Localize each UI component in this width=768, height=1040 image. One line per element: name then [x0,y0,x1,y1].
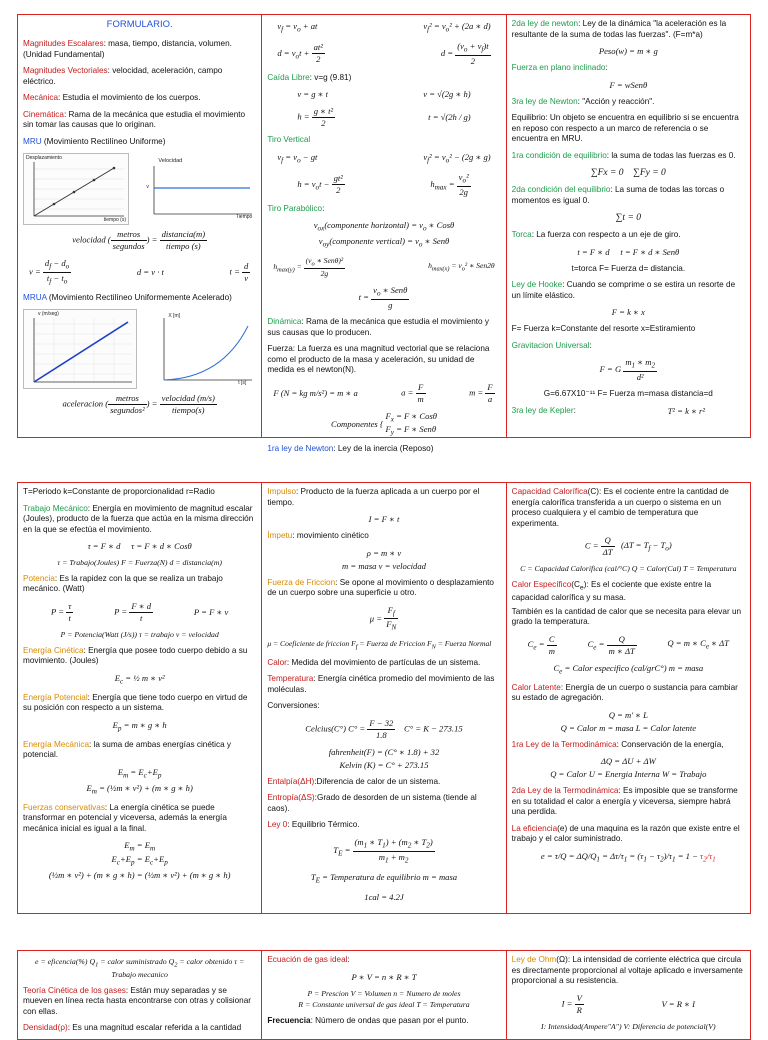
def-frecuencia: Frecuencia: Número de ondas que pasan por el punto. [267,1016,469,1026]
def-newton3: 3ra ley de Newton: "Acción y reacción". [511,96,655,106]
formula-termo1-vars: Q = Calor U = Energia Interna W = Trabajo [550,769,707,780]
def-mecanica: Mecánica: Estudia el movimiento de los cuerpos. [23,93,201,103]
formula-capacidad: C = $\frac{Q}{\Delta T}$ $(\Delta T = T_f - T_o)$ [584,535,672,557]
formula-row-3: v = g ∗ t v = √(2g ∗ h) [297,89,471,100]
page-1 [17,14,751,454]
def-impulso: Impulso: Producto de la fuerza aplicada a un cuerpo por el tiempo. [267,487,480,507]
def-friccion: Fuerza de Friccion: Se opone al movimiento o desplazamiento de un cuerpo sobre una superficie u otro. [267,577,494,597]
formula-voy: $v_{oy}(componente$ vertical) = $v_o$ ∗ Senθ [318,235,450,249]
def-tiro-parabolico: Tiro Parabólico: [267,203,325,213]
formula-latente-vars: Q = Calor m = masa L = Calor latente [560,722,697,733]
formula-calor-especifico: $C_e$ = $\frac{C}{m}$ $C_e$ = $\frac{Q}{m ∗ \Delta T}$ Q = m ∗ $C_e$ ∗ ΔT [527,633,729,656]
page-title: FORMULARIO. [106,19,173,30]
formula-impetu-vars: m = masa v = velocidad [342,560,426,571]
def-vectoriales: Magnitudes Vectoriales: velocidad, aceleración, campo eléctrico. [23,66,223,86]
page-2 [17,482,751,914]
def-densidad: Densidad(ρ): Es una magnitud escalar referida a la cantidad [23,1023,242,1033]
def-eficiencia: La eficiencia(e) de una maquina es la razón que existe entre el trabajo y el calor suministrado. [511,823,740,844]
page2-col2 [262,483,506,913]
page-3 [17,950,751,1040]
formula-latente: Q = m' ∗ L [608,709,648,720]
def-termo1: 1ra Ley de la Termodinámica: Conservación de la energía, [511,739,724,749]
formula-em: $E_m = E_c+E_p$ [117,766,162,780]
def-energia-mecanica: Energía Mecánica: la suma de ambas energías cinética y potencial. [23,739,231,760]
formula-row-1: $v_f = v_o$ + at $v_f^2 = v_o^2 + (2a$ ∗ d) [277,21,491,34]
formula-capacidad-vars: C = Capacidad Calorífica (cal/°C) Q = Calor(Cal) T = Temperatura [520,564,737,573]
def-calor-especifico: Calor $Específico(C_e)$: Es el cociente que existe entre la capacidad calorífica y su masa. [511,579,712,603]
formula-termo1: ΔQ = ΔU + ΔW [600,756,656,767]
formula-cal: 1cal = 4.2J [364,891,404,902]
def-caida-libre: Caída Libre: v=g (9.81) [267,72,352,82]
formula-plano: F = wSenθ [609,79,648,90]
formula-impulso: I = F ∗ t [368,514,400,524]
mru-position-plot [24,154,128,224]
page3-col2 [262,951,506,1039]
formula-mru-set: v = $\frac{d_f - d_o}{t_f - t_o}$ d = v · t t = $\frac{d}{v}$ [29,258,249,286]
formula-trabajo: τ = F ∗ d τ = F ∗ d ∗ Cosθ [87,541,192,551]
formula-celcius: Celcius(C°) C° = $\frac{F - 32}{1.8}$ C° = K − 273.15 [305,717,463,740]
def-trabajo: Trabajo Mecánico: Energía en movimiento de magnitud escalar (Joules), producto de la fuerza que actúa en la misma dirección en la que se efectúa el movimiento. [23,503,254,534]
formula-em-expand: $E_m$ = (½m ∗ v²) + (m ∗ g ∗ h) [86,782,193,796]
def-dinamica: Dinámica: Rama de la mecánica que estudia el movimiento y sus causas que lo producen. [267,317,489,337]
formula-ec: $E_c$ = ½ m ∗ v² [114,672,165,686]
formula-fahrenheit: fahrenheit(F) = (C° ∗ 1.8) + 32 [328,746,440,757]
formula-ce-vars: $C_e$ = Calor especifico (cal/grC°) m = masa [553,662,704,676]
formula-em-equal: $E_m = E_m$ [124,840,156,853]
mrua-position-plot [152,310,256,388]
conversiones-label: Conversiones: [267,701,320,711]
def-cinematica: Cinemática: Rama de la mecánica que estudia el movimiento sin tomar las causas que lo originan. [23,109,246,130]
def-equilibrio: Equilibrio: Un objeto se encuentra en equilibrio si se encuentra en reposo con respecto a un marco de referencia o se encuentra en MRU. [511,113,739,143]
def-hooke: Ley de Hooke: Cuando se comprime o se estira un resorte de un límite elástico. [511,280,736,300]
formula-kelvin: Kelvin (K) = C° + 273.15 [339,759,429,770]
formula-gas-vars2: R = Constante universal de gas ideal T = Temperatura [298,1000,470,1010]
formula-te-vars: $T_E$ = Temperatura de equilibrio m = masa [310,871,458,885]
formula-impetu: ρ = m ∗ v [366,547,402,558]
def-gravitacion: Gravitacion Universal: [511,340,592,350]
formula-aceleracion: aceleracion ( metros segundos² ) = velocidad (m/s) tiempo(s) [62,393,215,416]
def-ley-ohm: Ley de Ohm(Ω): La intensidad de corriente eléctrica que circula es directamente proporcional al voltaje aplicado e inversamente proporcional a su resistencia. [511,955,743,985]
formula-conservativa: (½m ∗ v²) + (m ∗ g ∗ h) = (½m ∗ v²) + (m ∗ g ∗ h) [48,869,231,880]
mrua-velocity-graph: v (m/seg) [23,309,137,389]
formula-row-7: $h_{max(y)}$ = ($v_o$ ∗ Senθ)² 2g $h_{max(x)} = v_o^2$ ∗ Sen2θ [273,255,495,279]
formula-t: t = $v_o$ ∗ Senθ g [358,285,408,311]
formula-ohm: I = $\frac{V}{R}$ V = R ∗ I [561,992,695,1015]
def-calor-especifico-2: También es la cantidad de calor que se necesita para elevar un grado la temperatura. [511,606,742,627]
page3-col3 [507,951,750,1039]
mrua-graphs [23,309,256,389]
formula-eficiencia: $e = \tau/Q = \Delta Q/Q_1 = \Delta\tau/\tau_1 = (\tau_1 - \tau_2)/\tau_1 = 1 - \tau_2/\tau_1$ [540,850,716,864]
mrua-velocity-plot [24,310,136,388]
def-entalpia: Entalpía(ΔH):Diferencia de calor de un sistema. [267,776,441,786]
mru-velocity-graph: Velocidad Tiempo v [144,154,256,224]
def-termo2: 2da Ley de la Termodinámica: Es imposible que se transforme en su totalidad el calor a energía y viceversa, siempre habrá una perdida. [511,786,738,817]
def-escalares: Magnitudes Escalares: masa, tiempo, distancia, volumen. (Unidad Fundamental) [23,39,232,59]
torca-vars: t=torca F= Fuerza d= distancia. [571,263,686,273]
formula-trabajo-vars: τ = Trabajo(Joules) F = Fuerza(N) d = distancia(m) [57,558,222,567]
def-energia-potencial: Energía Potencial: Energía que tiene todo cuerpo en virtud de su posición con respecto a un sistema. [23,692,248,713]
page2-col3 [507,483,750,913]
def-potencia: Potencia: Es la rapidez con la que se realiza un trabajo mecánico. (Watt) [23,573,223,594]
page1-col2 [262,15,506,454]
formula-potencia: P = $\frac{\tau}{t}$ P = $\frac{F ∗ d}{t}$ P = F ∗ v [51,600,229,623]
hooke-vars: F= Fuerza k=Constante del resorte x=Estiramiento [511,324,696,334]
def-capacidad-calorifica: Capacidad Calorífica(C): Es el cociente entre la cantidad de energía calorífica transferida a un cuerpo o sistema en un proceso cualquiera y el cambio de temperatura que experimenta. [511,487,729,528]
formula-velocidad: velocidad ( metros segundos ) = distancia(m) tiempo (s) [72,229,206,252]
def-entropia: Entropía(ΔS):Grado de desorden de un sistema (tiende al caos). [267,793,477,813]
page1-col1 [18,15,262,437]
formula-row-4: h = $\frac{\text{g ∗ t²}}{2}$ t = √(2h / g) [297,106,471,129]
formula-row-2: $d = v_ot$ + $\frac{\text{at²}}{2}$ d = $\frac{(v_o + v_f)t}{2}$ [277,40,489,66]
formula-row-8: F (N = kg m/s²) = m ∗ a a = $\frac{F}{m}$ m = $\frac{F}{a}$ [273,381,493,404]
grav-vars: G=6.67X10⁻¹¹ F= Fuerza m=masa distancia=d [543,389,713,399]
def-temperatura: Temperatura: Energía cinética promedio del movimiento de las moléculas. [267,674,495,694]
def-cond1: 1ra condición de equilibrio: la suma de todas las fuerzas es 0. [511,150,736,160]
def-gas-ideal: Ecuación de gas ideal: [267,955,350,964]
formula-torcas: ∑t = 0 [615,213,641,224]
formula-sumas: ∑Fx = 0 ∑Fy = 0 [590,168,666,178]
formula-peso: Peso(w) = m ∗ g [598,46,658,56]
def-mru: MRU (Movimiento Rectilíneo Uniforme) [23,136,166,146]
formula-eficiencia-vars: e = eficencia(%) $Q_1$ = calor suministrado $Q_2$ = calor obtenido τ = Trabajo mecanico [35,957,245,979]
page3-col1 [18,951,262,1039]
def-newton2: 2da ley de newton: Ley de la dinámica "la aceleración es la resultante de la suma de todas las fuerzas". (F=m*a) [511,19,727,39]
formula-vox: $v_{ox}(componente$ horizontal) = $v_o$ ∗ Cosθ [313,220,455,233]
formula-equilibrio-termico: $T_E$ = $\frac{(m_1 ∗ T_1) + (m_2 ∗ T_2)}{m_1 + m_2}$ [333,836,433,865]
formula-friccion: μ = $\frac{F_f}{F_N}$ [369,604,397,633]
formula-row-5: $v_f = v_o$ − gt $v_f^2 = v_o^2 - (2g$ ∗ g) [277,151,491,165]
formula-gas-vars1: P = Prescion V = Volumen n = Numero de moles [307,988,461,998]
formula-gas-ideal: P ∗ V = n ∗ R ∗ T [351,971,417,982]
def-torca: Torca: La fuerza con respecto a un eje de giro. [511,230,681,240]
mru-graphs [23,153,256,225]
def-plano: Fuerza en plano inclinado: [511,63,608,72]
vars-kepler: T=Periodo k=Constante de proporcionalidad r=Radio [23,487,215,496]
def-calor: Calor: Medida del movimiento de partículas de un sistema. [267,657,481,667]
formula-componentes: Componentes { $F_x = F$ ∗ Cosθ $F_y = F$ ∗ Senθ [330,410,438,438]
def-fuerza: Fuerza: La fuerza es una magnitud vectorial que se relaciona como el producto de la masa y aceleración, su unidad de medida es el newton(N). [267,344,490,375]
formula-ohm-vars: I: Intensidad(Ampere"A") V: Diferencia de potencial(V) [541,1021,716,1031]
def-calor-latente: Calor Latente: Energía de un cuerpo o sustancia para cambiar su estado de agregación. [511,682,738,703]
page1-col3 [507,15,750,437]
formula-friccion-vars: μ = Coeficiente de friccion $F_f$ = Fuerza de Friccion $F_N$ = Fuerza Normal [267,639,492,651]
def-kepler: 3ra ley de Kepler: T² = k ∗ r² [511,405,705,416]
mru-position-graph: Desplazamiento tiempo (s) [23,153,129,225]
formula-ecep-equal: $E_c+E_p = E_c+E_p$ [111,853,168,867]
page2-col1 [18,483,262,913]
def-impetu: Ímpetu: movimiento cinético [267,531,369,540]
def-fuerzas-conservativas: Fuerzas conservativas: La energía cinética se puede transformar en potencial y viceversa, además la energía mecánica inicial es igual a la final. [23,802,227,833]
def-ley0: Ley 0: Equilibrio Térmico. [267,820,360,830]
formula-potencia-vars: P = Potencia(Watt (J/s)) τ = trabajo v = velocidad [60,629,219,639]
def-energia-cinetica: Energía Cinética: Energía que posee todo cuerpo debido a su movimiento. (Joules) [23,645,248,666]
formula-gravitacion: F = G $\frac{m_1 ∗ m_2}{\text{d²}}$ [599,357,656,383]
formula-hooke: F = k ∗ x [611,307,645,318]
formula-torca: t = F ∗ d t = F ∗ d ∗ Senθ [577,246,680,257]
def-mrua: MRUA (Movimiento Rectilíneo Uniformemente Acelerado) [23,292,232,302]
def-teoria-cinetica: Teoría Cinética de los gases: Están muy separadas y se mueven en línea recta hasta encontrarse con otras y colisionar con ellas. [23,985,252,1016]
mrua-position-graph: X [m] t [s] [152,310,256,388]
formula-row-6: $h = v_ot$ − $\frac{\text{gt²}}{2}$ $h_{max}$ = $\frac{v_o^2}{2g}$ [297,171,469,197]
formula-ep: $E_p = m$ ∗ g ∗ h [112,719,167,733]
def-cond2: 2da condición del equilibrio: La suma de todas las torcas o momentos es igual 0. [511,185,725,205]
v-numerator: $d_f - d_o$ [43,258,71,273]
def-tiro-vertical: Tiro Vertical [267,135,311,145]
def-newton1: 1ra ley de Newton: Ley de la inercia (Reposo) [267,444,434,454]
